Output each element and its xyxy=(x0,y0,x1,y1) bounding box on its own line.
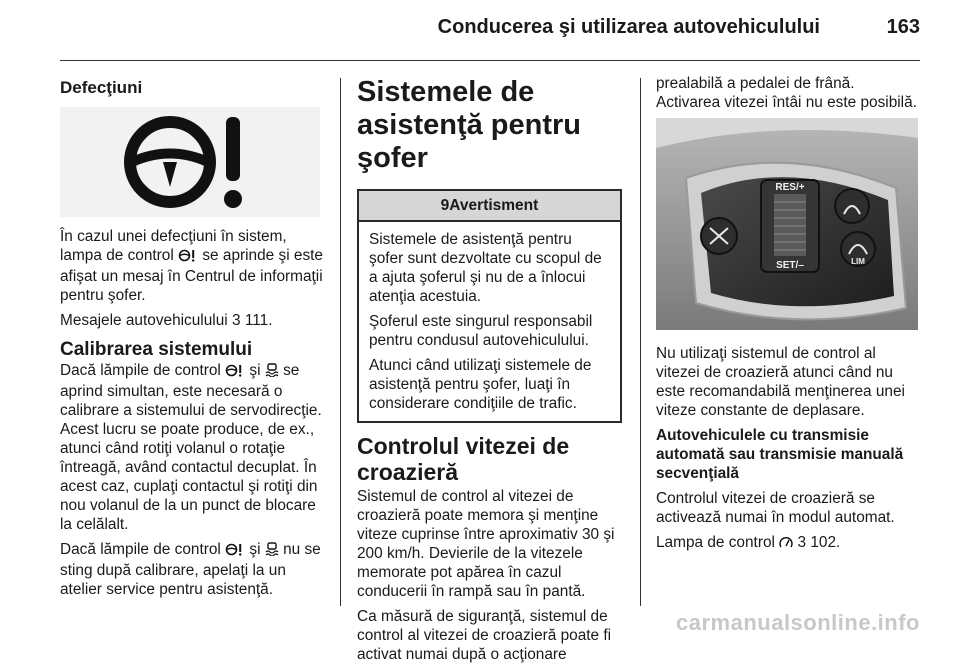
messages-reference: Mesajele autovehiculului 3 111. xyxy=(60,312,273,329)
lim-label: LIM xyxy=(851,257,865,266)
defects-paragraph: În cazul unei defecţiuni în sistem, lampa de control se aprinde şi este afişat un mesaj în Centrul de informaţii pentru şofer. xyxy=(60,228,323,304)
steering-warning-icon xyxy=(225,542,245,561)
header-rule xyxy=(60,60,920,61)
cruise-control-lamp-icon xyxy=(779,535,793,554)
warning-box xyxy=(357,189,622,423)
watermark: carmanualsonline.info xyxy=(676,610,920,635)
section-heading-defects: Defecţiuni xyxy=(60,78,143,97)
warning-paragraph-1: Sistemele de asistenţă pentru şofer sunt dezvoltate cu scopul de a ajuta şoferul şi nu de a înlocui atenţia acestuia. xyxy=(369,231,602,305)
column-divider-1 xyxy=(340,78,341,606)
steering-warning-icon xyxy=(225,363,245,382)
reference-arrow-icon: 3 xyxy=(797,534,807,551)
page-number: 163 xyxy=(886,16,920,38)
warning-box-body xyxy=(359,222,620,421)
reference-arrow-icon: 3 xyxy=(231,312,241,329)
cruise-control-buttons-photo xyxy=(656,118,918,330)
set-minus-label: SET/– xyxy=(776,260,804,271)
cruise-control-paragraph-1: Sistemul de control al vitezei de croazieră poate memora şi menţine viteze cuprinse între aproximativ 30 şi 200 km/h. Devierile de la vitezele memorate pot apărea în cazul conducerii în rampă sau în pantă. xyxy=(357,488,615,600)
warning-paragraph-2: Şoferul este singurul responsabil pentru condusul autovehiculului. xyxy=(369,313,593,349)
section-heading-calibration: Calibrarea sistemului xyxy=(60,339,253,360)
brake-activation-paragraph: prealabilă a pedalei de frână. Activarea vitezei întâi nu este posibilă. xyxy=(656,75,917,111)
stability-control-icon xyxy=(265,363,279,382)
warning-box-header xyxy=(359,191,620,222)
automatic-mode-paragraph: Controlul vitezei de croazieră se activează numai în modul automat. xyxy=(656,490,895,526)
section-heading-driver-assistance: Sistemele de asistenţă pentru şofer xyxy=(357,76,581,174)
cruise-control-paragraph-2: Ca măsură de siguranţă, sistemul de control al vitezei de croazieră poate fi activat numai după o acţionare xyxy=(357,608,612,663)
column-1 xyxy=(60,74,328,605)
warning-title: Avertisment xyxy=(449,197,539,214)
cruise-control-caution-paragraph: Nu utilizaţi sistemul de control al vitezei de croazieră atunci când nu este recomandabilă menţinerea unei viteze constante de deplasare. xyxy=(656,345,905,419)
calibration-paragraph-1: Dacă lămpile de control şi se aprind simultan, este necesară o calibrare a sistemului de servodirecţie. Acest lucru se poate produce, de ex., atunci când rotiţi volanul o rotaţie întreagă, având contactul decuplat. În acest caz, cuplaţi contactul şi rotiţi din nou volanul de la un punct de blocare la celălalt. xyxy=(60,362,322,533)
column-2 xyxy=(357,74,622,670)
section-heading-cruise-control: Controlul vitezei de croazieră xyxy=(357,433,570,485)
page-header-title: Conducerea şi utilizarea autovehiculului xyxy=(437,16,820,38)
control-lamp-reference: Lampa de control 3 102. xyxy=(656,533,922,554)
steering-warning-graphic xyxy=(60,107,320,217)
column-divider-2 xyxy=(640,78,641,606)
warning-paragraph-3: Atunci când utilizaţi sistemele de asistenţă pentru şofer, luaţi în considerare condiţiile de trafic. xyxy=(369,357,592,412)
section-heading-automatic-transmission: Autovehiculele cu transmisie automată sau transmisie manuală secvenţială xyxy=(656,427,904,482)
column-3 xyxy=(656,74,922,560)
res-plus-label: RES/+ xyxy=(775,182,805,193)
calibration-paragraph-2: Dacă lămpile de control şi nu se sting după calibrare, apelaţi la un atelier service pentru asistenţă. xyxy=(60,541,321,598)
stability-control-icon xyxy=(265,542,279,561)
warning-triangle-icon: 9 xyxy=(440,197,450,214)
steering-warning-icon xyxy=(178,248,198,267)
